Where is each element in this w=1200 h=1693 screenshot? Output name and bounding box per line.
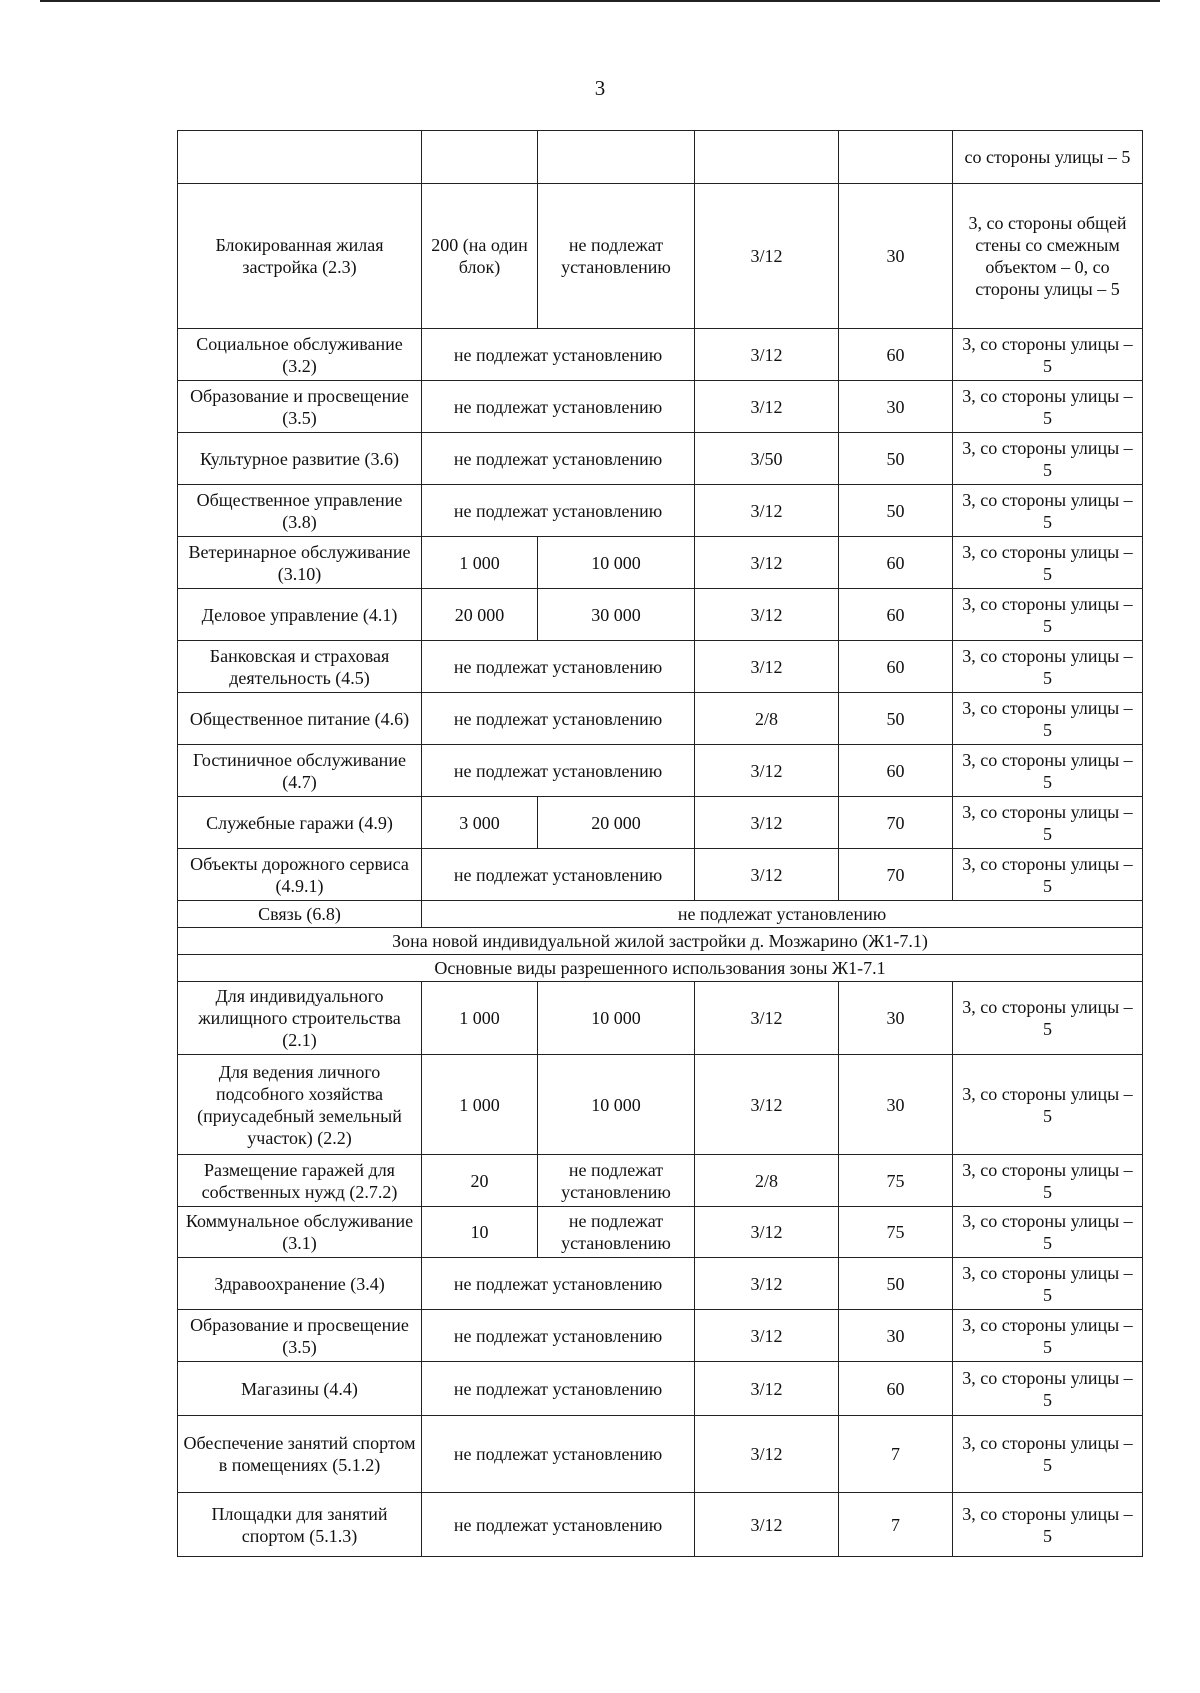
zone-title: Зона новой индивидуальной жилой застройки д. Мозжарино (Ж1-7.1) (178, 928, 1143, 955)
max-build-percent: 30 (839, 1055, 953, 1155)
min-plot-area (422, 131, 538, 184)
min-setback: 3, со стороны улицы – 5 (953, 485, 1143, 537)
use-type-name: Площадки для занятий спортом (5.1.3) (178, 1493, 422, 1557)
floors-height: 3/12 (695, 982, 839, 1055)
max-build-percent: 50 (839, 433, 953, 485)
page-top-border (40, 0, 1160, 2)
min-setback: 3, со стороны улицы – 5 (953, 693, 1143, 745)
table-row (178, 641, 1143, 693)
max-build-percent: 30 (839, 1310, 953, 1362)
top-rows (178, 131, 1143, 901)
use-type-name: Ветеринарное обслуживание (3.10) (178, 537, 422, 589)
use-type-name: Образование и просвещение (3.5) (178, 1310, 422, 1362)
max-build-percent: 70 (839, 797, 953, 849)
table-row (178, 982, 1143, 1055)
plot-size-not-set: не подлежат установлению (422, 849, 695, 901)
max-build-percent: 30 (839, 184, 953, 329)
max-build-percent (839, 131, 953, 184)
plot-size-not-set: не подлежат установлению (422, 381, 695, 433)
floors-height: 3/12 (695, 745, 839, 797)
table-row (178, 1416, 1143, 1493)
max-plot-area: 10 000 (538, 1055, 695, 1155)
max-build-percent: 60 (839, 1362, 953, 1416)
plot-size-not-set: не подлежат установлению (422, 1362, 695, 1416)
floors-height: 3/12 (695, 1258, 839, 1310)
max-plot-area (538, 131, 695, 184)
min-plot-area: 20 (422, 1155, 538, 1207)
zone-subtitle: Основные виды разрешенного использования зоны Ж1-7.1 (178, 955, 1143, 982)
floors-height: 3/12 (695, 1416, 839, 1493)
max-build-percent: 60 (839, 537, 953, 589)
use-type-name: Гостиничное обслуживание (4.7) (178, 745, 422, 797)
floors-height: 3/12 (695, 485, 839, 537)
min-setback: 3, со стороны улицы – 5 (953, 1207, 1143, 1258)
plot-size-not-set: не подлежат установлению (422, 1416, 695, 1493)
max-plot-area: не подлежат установлению (538, 184, 695, 329)
min-plot-area: 1 000 (422, 537, 538, 589)
use-type-name: Образование и просвещение (3.5) (178, 381, 422, 433)
max-build-percent: 50 (839, 693, 953, 745)
use-type-name: Размещение гаражей для собственных нужд (2.7.2) (178, 1155, 422, 1207)
min-setback: 3, со стороны улицы – 5 (953, 1155, 1143, 1207)
max-build-percent: 60 (839, 641, 953, 693)
max-build-percent: 60 (839, 745, 953, 797)
table-row (178, 901, 1143, 928)
max-build-percent: 7 (839, 1416, 953, 1493)
min-setback: 3, со стороны улицы – 5 (953, 745, 1143, 797)
use-type-name: Обеспечение занятий спортом в помещениях (5.1.2) (178, 1416, 422, 1493)
floors-height: 3/12 (695, 1493, 839, 1557)
plot-size-not-set: не подлежат установлению (422, 1493, 695, 1557)
min-setback: 3, со стороны улицы – 5 (953, 1493, 1143, 1557)
zone-header-rows (178, 901, 1143, 982)
floors-height: 3/12 (695, 1362, 839, 1416)
floors-height: 3/12 (695, 184, 839, 329)
use-type-name: Общественное управление (3.8) (178, 485, 422, 537)
max-plot-area: не подлежат установлению (538, 1155, 695, 1207)
min-setback: 3, со стороны улицы – 5 (953, 433, 1143, 485)
max-build-percent: 70 (839, 849, 953, 901)
max-plot-area: 10 000 (538, 982, 695, 1055)
plot-size-not-set: не подлежат установлению (422, 745, 695, 797)
use-type-name: Служебные гаражи (4.9) (178, 797, 422, 849)
max-build-percent: 7 (839, 1493, 953, 1557)
plot-size-not-set: не подлежат установлению (422, 329, 695, 381)
plot-size-not-set: не подлежат установлению (422, 1258, 695, 1310)
max-build-percent: 75 (839, 1207, 953, 1258)
use-type-name: Магазины (4.4) (178, 1362, 422, 1416)
min-setback: 3, со стороны улицы – 5 (953, 797, 1143, 849)
min-plot-area: 200 (на один блок) (422, 184, 538, 329)
use-type-name: Культурное развитие (3.6) (178, 433, 422, 485)
min-setback: 3, со стороны улицы – 5 (953, 589, 1143, 641)
floors-height: 3/12 (695, 329, 839, 381)
use-type-name: Социальное обслуживание (3.2) (178, 329, 422, 381)
min-setback: 3, со стороны улицы – 5 (953, 329, 1143, 381)
table-row (178, 485, 1143, 537)
max-plot-area: не подлежат установлению (538, 1207, 695, 1258)
use-type-name: Связь (6.8) (178, 901, 422, 928)
use-type-name: Для ведения личного подсобного хозяйства (приусадебный земельный участок) (2.2) (178, 1055, 422, 1155)
plot-size-not-set: не подлежат установлению (422, 433, 695, 485)
zone-subtitle-row (178, 955, 1143, 982)
table-row (178, 131, 1143, 184)
min-setback: со стороны улицы – 5 (953, 131, 1143, 184)
table-row (178, 745, 1143, 797)
floors-height: 3/12 (695, 589, 839, 641)
table-row (178, 849, 1143, 901)
min-plot-area: 20 000 (422, 589, 538, 641)
floors-height: 3/50 (695, 433, 839, 485)
table-row (178, 1155, 1143, 1207)
floors-height (695, 131, 839, 184)
min-setback: 3, со стороны улицы – 5 (953, 1258, 1143, 1310)
table-row (178, 797, 1143, 849)
zone-rows (178, 982, 1143, 1557)
table-row (178, 381, 1143, 433)
use-type-name: Общественное питание (4.6) (178, 693, 422, 745)
min-setback: 3, со стороны улицы – 5 (953, 1310, 1143, 1362)
floors-height: 3/12 (695, 381, 839, 433)
min-setback: 3, со стороны улицы – 5 (953, 381, 1143, 433)
use-type-name: Здравоохранение (3.4) (178, 1258, 422, 1310)
use-type-name: Блокированная жилая застройка (2.3) (178, 184, 422, 329)
max-plot-area: 10 000 (538, 537, 695, 589)
table-row (178, 1362, 1143, 1416)
table-row (178, 693, 1143, 745)
table-row (178, 433, 1143, 485)
floors-height: 3/12 (695, 1310, 839, 1362)
plot-size-not-set: не подлежат установлению (422, 641, 695, 693)
min-plot-area: 1 000 (422, 1055, 538, 1155)
merged-value: не подлежат установлению (422, 901, 1143, 928)
table-row (178, 329, 1143, 381)
max-build-percent: 50 (839, 1258, 953, 1310)
min-setback: 3, со стороны общей стены со смежным объектом – 0, со стороны улицы – 5 (953, 184, 1143, 329)
table-row (178, 1493, 1143, 1557)
max-build-percent: 60 (839, 589, 953, 641)
min-plot-area: 10 (422, 1207, 538, 1258)
max-build-percent: 30 (839, 982, 953, 1055)
use-type-name: Банковская и страховая деятельность (4.5) (178, 641, 422, 693)
max-build-percent: 60 (839, 329, 953, 381)
min-setback: 3, со стороны улицы – 5 (953, 849, 1143, 901)
max-build-percent: 75 (839, 1155, 953, 1207)
table-row (178, 1310, 1143, 1362)
max-build-percent: 50 (839, 485, 953, 537)
min-plot-area: 1 000 (422, 982, 538, 1055)
min-setback: 3, со стороны улицы – 5 (953, 1416, 1143, 1493)
use-type-name: Деловое управление (4.1) (178, 589, 422, 641)
table-row (178, 184, 1143, 329)
use-type-name: Коммунальное обслуживание (3.1) (178, 1207, 422, 1258)
max-plot-area: 30 000 (538, 589, 695, 641)
floors-height: 2/8 (695, 693, 839, 745)
plot-size-not-set: не подлежат установлению (422, 693, 695, 745)
table-row (178, 1055, 1143, 1155)
zoning-parameters-table (177, 130, 1143, 1557)
min-setback: 3, со стороны улицы – 5 (953, 641, 1143, 693)
page-number: 3 (594, 76, 606, 100)
min-setback: 3, со стороны улицы – 5 (953, 1055, 1143, 1155)
max-build-percent: 30 (839, 381, 953, 433)
floors-height: 3/12 (695, 1055, 839, 1155)
floors-height: 2/8 (695, 1155, 839, 1207)
floors-height: 3/12 (695, 1207, 839, 1258)
use-type-name: Объекты дорожного сервиса (4.9.1) (178, 849, 422, 901)
floors-height: 3/12 (695, 849, 839, 901)
zone-title-row (178, 928, 1143, 955)
min-setback: 3, со стороны улицы – 5 (953, 1362, 1143, 1416)
max-plot-area: 20 000 (538, 797, 695, 849)
plot-size-not-set: не подлежат установлению (422, 1310, 695, 1362)
use-type-name (178, 131, 422, 184)
plot-size-not-set: не подлежат установлению (422, 485, 695, 537)
floors-height: 3/12 (695, 641, 839, 693)
table-row (178, 1207, 1143, 1258)
use-type-name: Для индивидуального жилищного строительства (2.1) (178, 982, 422, 1055)
floors-height: 3/12 (695, 537, 839, 589)
table-row (178, 537, 1143, 589)
min-setback: 3, со стороны улицы – 5 (953, 537, 1143, 589)
table-row (178, 589, 1143, 641)
table-row (178, 1258, 1143, 1310)
floors-height: 3/12 (695, 797, 839, 849)
min-setback: 3, со стороны улицы – 5 (953, 982, 1143, 1055)
min-plot-area: 3 000 (422, 797, 538, 849)
